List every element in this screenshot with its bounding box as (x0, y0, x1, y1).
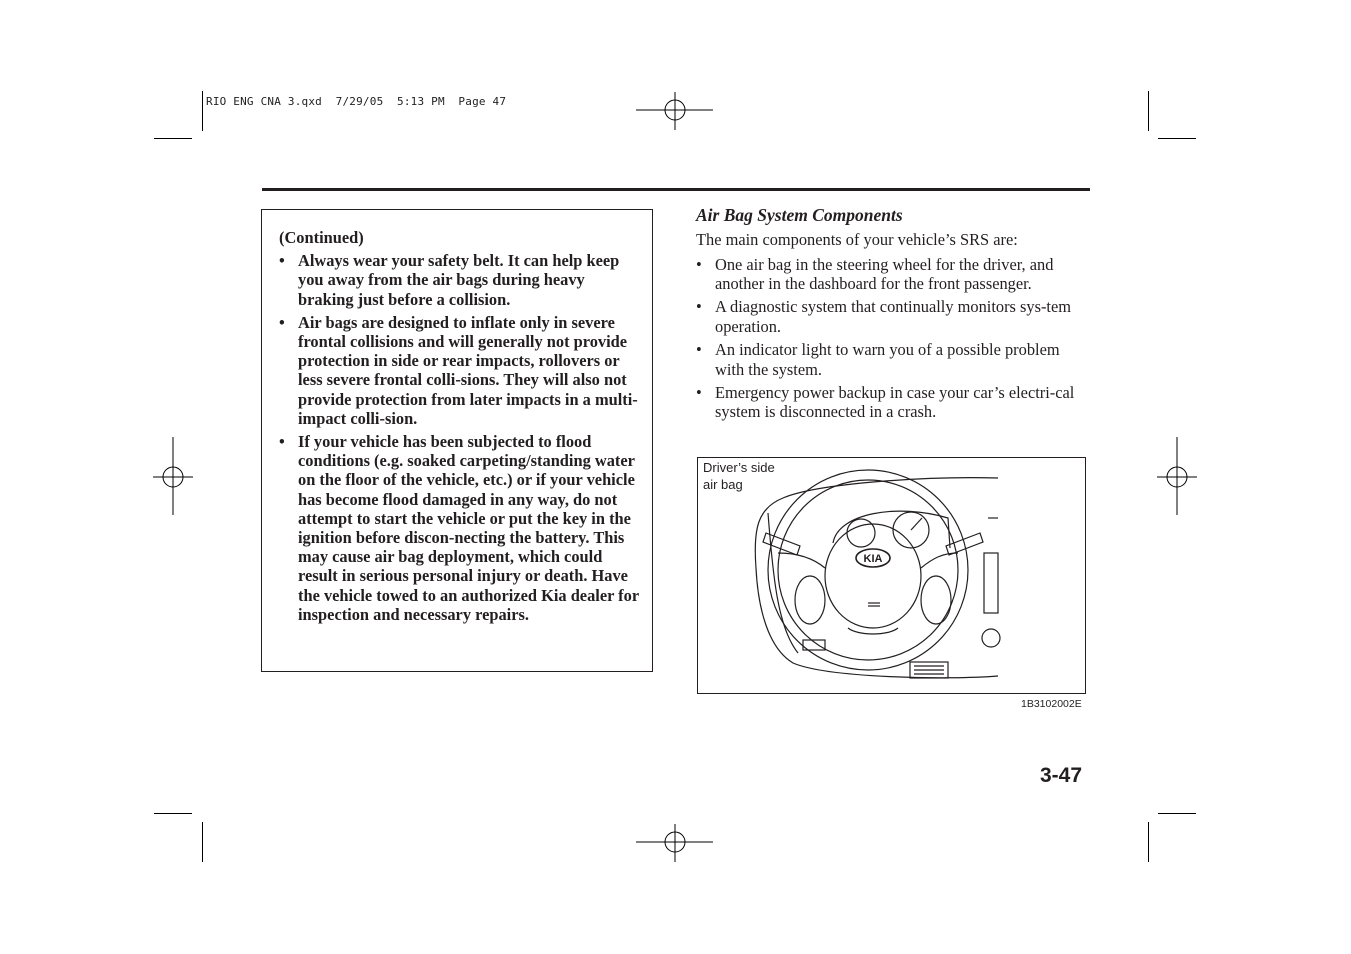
print-slug: RIO ENG CNA 3.qxd 7/29/05 5:13 PM Page 47 (206, 95, 507, 108)
header-rule (262, 188, 1090, 191)
figure-code: 1B3102002E (1021, 698, 1082, 710)
component-bullet-4: • Emergency power backup in case your car’s electri-cal system is disconnected in a crash. (696, 383, 1091, 421)
steering-wheel-figure (697, 457, 1086, 694)
airbag-components-section (696, 204, 1091, 426)
continued-label: (Continued) (279, 228, 364, 247)
kia-logo: KIA (863, 553, 883, 565)
section-intro: The main components of your vehicle’s SRS are: (696, 230, 1018, 249)
page-number: 3-47 (1040, 764, 1083, 787)
warning-bullet-1: • Always wear your safety belt. It can help keep you away from the air bags during heavy braking just before a collision. (279, 251, 639, 309)
figure-callout: Driver’s side air bag (703, 460, 775, 492)
warning-bullet-2: • Air bags are designed to inflate only in severe frontal collisions and will generally not provide protection in side or rear impacts, rollovers or less severe frontal colli-sions. They will also not provide protection from later impacts in a multi-impact colli-sion. (279, 313, 639, 428)
component-bullet-1: • One air bag in the steering wheel for the driver, and another in the dashboard for the front passenger. (696, 255, 1091, 293)
steering-wheel-illustration (698, 458, 1086, 694)
warning-bullet-3: • If your vehicle has been subjected to flood conditions (e.g. soaked carpeting/standing water on the floor of the vehicle, etc.) or if your vehicle has become flood damaged in any way, do not attempt to start the vehicle or put the key in the ignition before discon-necting the battery. This may cause air bag deployment, which could result in serious personal injury or death. Have the vehicle towed to an authorized Kia dealer for inspection and necessary repairs. (279, 432, 639, 624)
section-heading: Air Bag System Components (696, 205, 903, 225)
component-bullet-2: • A diagnostic system that continually monitors sys-tem operation. (696, 297, 1091, 335)
component-bullet-3: • An indicator light to warn you of a possible problem with the system. (696, 340, 1091, 378)
warning-box (261, 209, 653, 672)
